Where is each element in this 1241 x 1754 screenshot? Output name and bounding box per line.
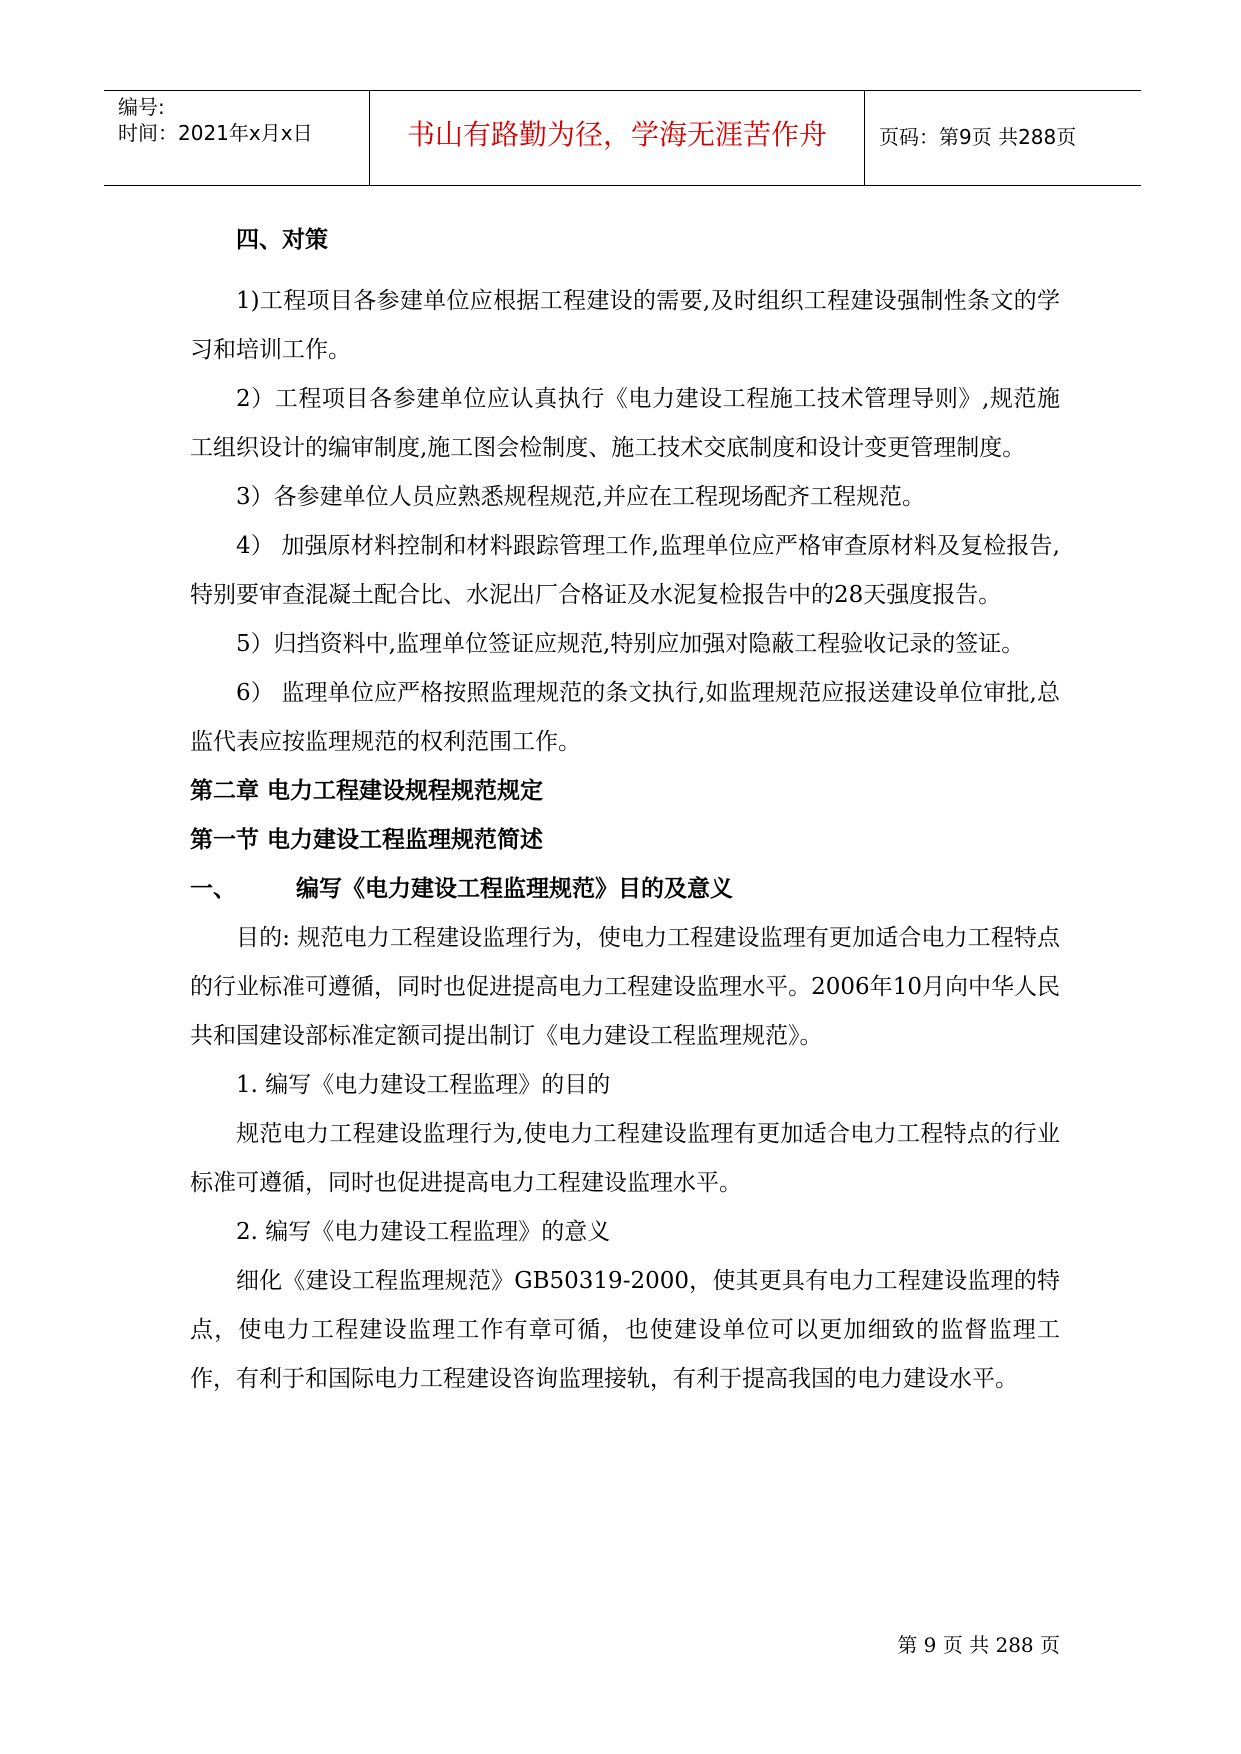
paragraph-4: 4） 加强原材料控制和材料跟踪管理工作,监理单位应严格审查原材料及复检报告,特别要审查混凝土配合比、水泥出厂合格证及水泥复检报告中的28天强度报告。 (190, 533, 1060, 608)
motto: 书山有路勤为径，学海无涯苦作舟 (406, 118, 827, 151)
paragraph-6: 6） 监理单位应严格按照监理规范的条文执行,如监理规范应报送建设单位审批,总监代表应按监理规范的权利范围工作。 (190, 680, 1060, 755)
sub2-title: 2. 编写《电力建设工程监理》的意义 (236, 1219, 611, 1245)
header-page-info: 页码：第9页 共288页 (879, 125, 1077, 149)
time-label: 时间：2021年x月x日 (118, 121, 313, 145)
section-title: 四、对策 (236, 227, 328, 253)
paragraph-5: 5）归挡资料中,监理单位签证应规范,特别应加强对隐蔽工程验收记录的签证。 (236, 631, 1025, 657)
item1-title: 编写《电力建设工程监理规范》目的及意义 (296, 876, 733, 902)
document-body (190, 216, 1060, 1404)
paragraph-1: 1)工程项目各参建单位应根据工程建设的需要,及时组织工程建设强制性条文的学习和培训工作。 (190, 288, 1060, 363)
sub2-paragraph: 细化《建设工程监理规范》GB50319-2000，使其更具有电力工程建设监理的特点，使电力工程建设监理工作有章可循，也使建设单位可以更加细致的监督监理工作，有利于和国际电力工程建设咨询监理接轨，有利于提高我国的电力建设水平。 (190, 1268, 1060, 1392)
page-footer: 第 9 页 共 288 页 (897, 1633, 1060, 1657)
paragraph-3: 3）各参建单位人员应熟悉规程规范,并应在工程现场配齐工程规范。 (236, 484, 925, 510)
item1-heading (190, 865, 1060, 914)
paragraph-2: 2）工程项目各参建单位应认真执行《电力建设工程施工技术管理导则》,规范施工组织设计的编审制度,施工图会检制度、施工技术交底制度和设计变更管理制度。 (190, 386, 1060, 461)
item1-number: 一、 (190, 876, 236, 902)
header-right-cell (865, 91, 1141, 185)
serial-label: 编号: (118, 95, 165, 119)
page-header (104, 90, 1141, 186)
purpose-paragraph: 目的: 规范电力工程建设监理行为，使电力工程建设监理有更加适合电力工程特点的行业标准可遵循，同时也促进提高电力工程建设监理水平。2006年10月向中华人民共和国建设部标准定额司提出制订《电力建设工程监理规范》。 (190, 925, 1060, 1049)
sub1-title: 1. 编写《电力建设工程监理》的目的 (236, 1072, 611, 1098)
chapter-title: 第二章 电力工程建设规程规范规定 (190, 778, 544, 804)
header-motto-cell (370, 91, 865, 185)
header-left-cell (104, 91, 370, 185)
sub1-paragraph: 规范电力工程建设监理行为,使电力工程建设监理有更加适合电力工程特点的行业标准可遵循，同时也促进提高电力工程建设监理水平。 (190, 1121, 1060, 1196)
section1-title: 第一节 电力建设工程监理规范简述 (190, 827, 544, 853)
